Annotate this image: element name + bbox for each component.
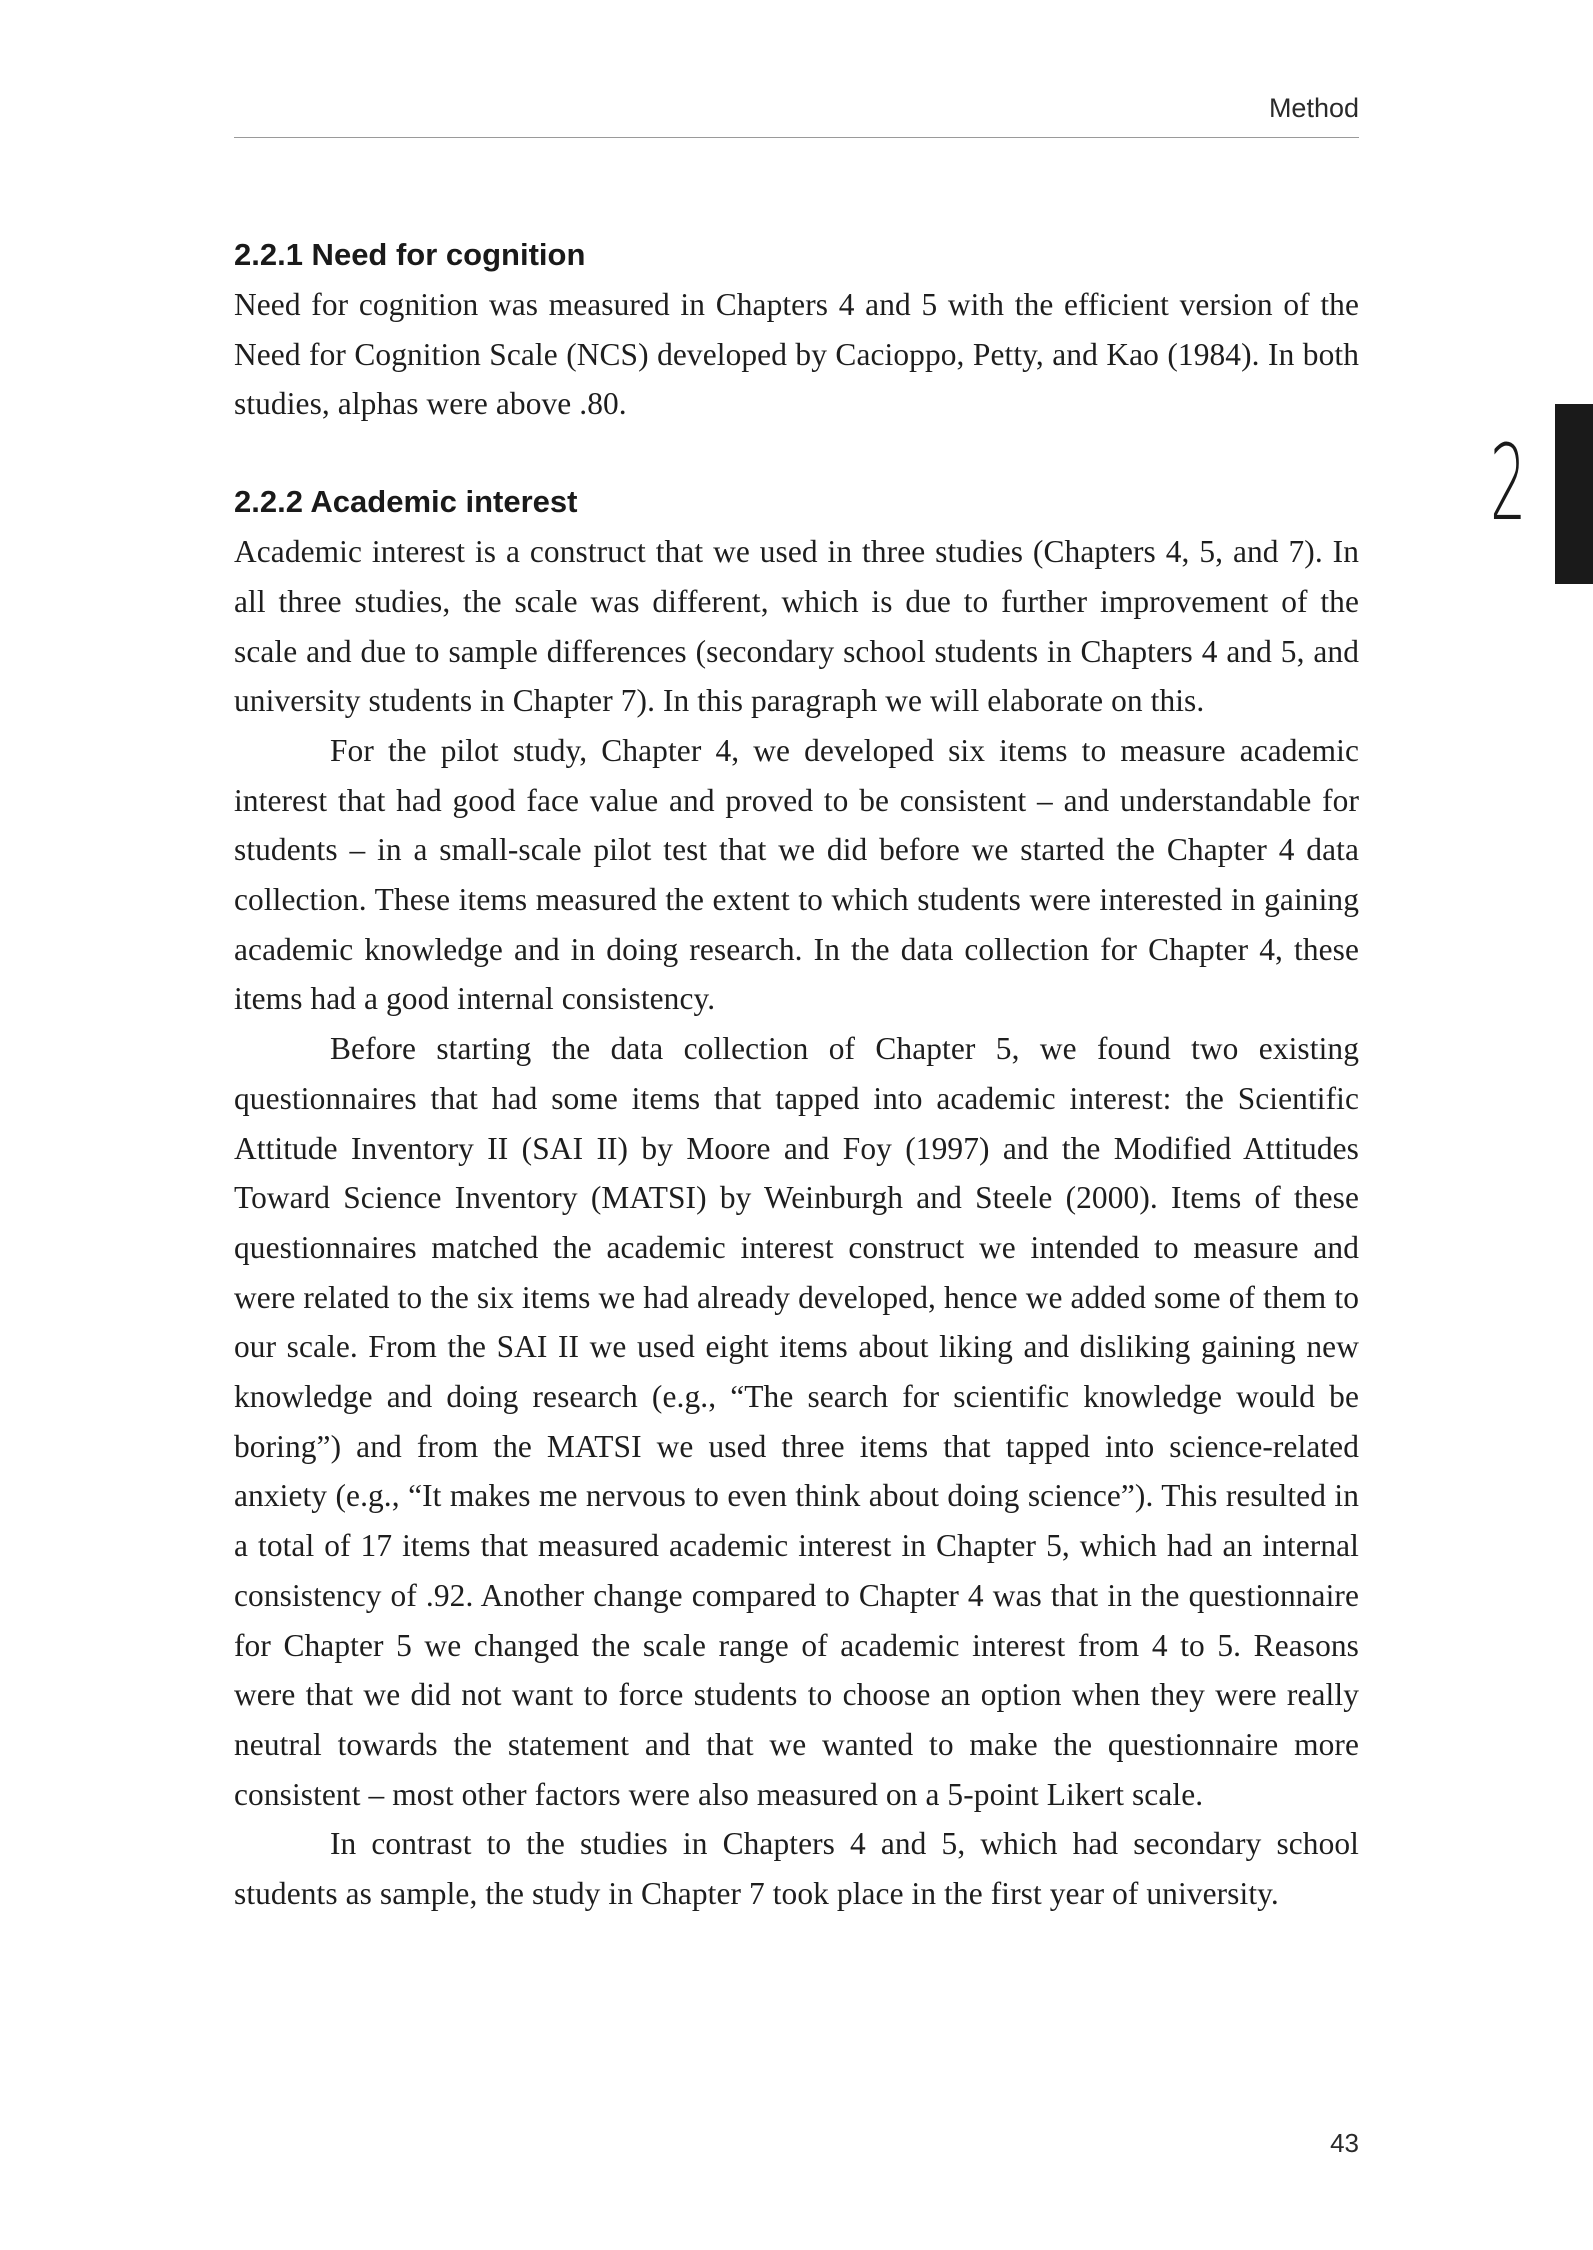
- paragraph-chapter-7-contrast: In contrast to the studies in Chapters 4 and 5, which had secondary school students as sample, the study in Chapter 7 took place in the first year of university.: [234, 1826, 1359, 1912]
- paragraph-pilot-study: For the pilot study, Chapter 4, we developed six items to measure academic interest that had good face value and proved to be consistent – and understandable for students – in a small-scale pilot test that we did before we started the Chapter 4 data collection. These items measured the extent to which students were interested in gaining academic knowledge and in doing research. In the data collection for Chapter 4, these items had a good internal consistency.: [234, 732, 1359, 1017]
- paragraph-academic-interest-intro: Academic interest is a construct that we used in three studies (Chapters 4, 5, and 7). In all three studies, the scale was different, which is due to further improvement of the scale and due to sample differences (secondary school students in Chapters 4 and 5, and university students in Chapter 7). In this paragraph we will elaborate on this.: [234, 534, 1359, 719]
- chapter-tab-marker: [1555, 404, 1593, 584]
- chapter-number: 2: [1490, 422, 1527, 544]
- section-heading-need-for-cognition: 2.2.1 Need for cognition: [234, 237, 586, 272]
- running-head: Method: [1268, 93, 1359, 123]
- section-heading-academic-interest: 2.2.2 Academic interest: [234, 484, 578, 520]
- body-text: [234, 230, 1359, 1919]
- paragraph-chapter-5-questionnaires: Before starting the data collection of Chapter 5, we found two existing questionnaires that had some items that tapped into academic interest: the Scientific Attitude Inventory II (SAI II) by Moore and Foy (1997) and the Modified Attitudes Toward Science Inventory (MATSI) by Weinburgh and Steele (2000). Items of these questionnaires matched the academic interest construct we intended to measure and were related to the six items we had already developed, hence we added some of them to our scale. From the SAI II we used eight items about liking and disliking gaining new knowledge and doing research (e.g., “The search for scientific knowledge would be boring”) and from the MATSI we used three items that tapped into science-related anxiety (e.g., “It makes me nervous to even think about doing science”). This resulted in a total of 17 items that measured academic interest in Chapter 5, which had an internal consistency of .92. Another change compared to Chapter 4 was that in the questionnaire for Chapter 5 we changed the scale range of academic interest from 4 to 5. Reasons were that we did not want to force students to choose an option when they were really neutral towards the statement and that we wanted to make the questionnaire more consistent – most other factors were also measured on a 5-point Likert scale.: [234, 1031, 1359, 1812]
- paragraph-need-for-cognition: Need for cognition was measured in Chapters 4 and 5 with the efficient version of the Need for Cognition Scale (NCS) developed by Cacioppo, Petty, and Kao (1984). In both studies, alphas were above .80.: [234, 287, 1359, 422]
- header-rule: [234, 137, 1359, 138]
- page-number: 43: [1330, 2128, 1359, 2158]
